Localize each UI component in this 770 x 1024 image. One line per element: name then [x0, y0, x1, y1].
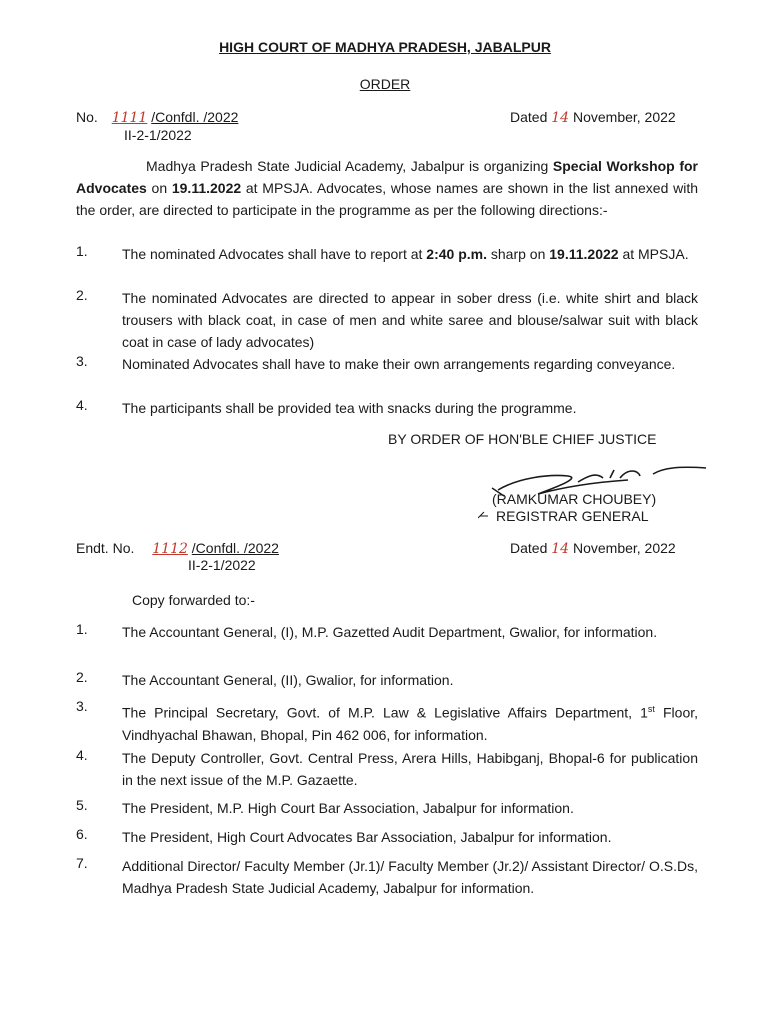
recipient-text: The Accountant General, (II), Gwalior, for information.: [122, 672, 454, 688]
order-file-number: II-2-1/2022: [124, 127, 192, 143]
recipient-item: [76, 855, 698, 921]
direction-number: 4.: [76, 397, 88, 413]
direction-number: 3.: [76, 353, 88, 369]
intro-text-2: on: [146, 180, 172, 196]
direction-item: [76, 243, 698, 287]
recipient-text: The Deputy Controller, Govt. Central Press, Arera Hills, Habibganj, Bhopal-6 for publication in the next issue of the M.P. Gazaette.: [122, 750, 698, 788]
recipient-item: [76, 669, 698, 691]
direction-bold-date: 19.11.2022: [549, 246, 619, 262]
recipient-text-part: Floor, Vindhyachal Bhawan, Bhopal, Pin 462 006, for information.: [122, 704, 699, 743]
direction-text: Nominated Advocates shall have to make their own arrangements regarding conveyance.: [122, 356, 676, 372]
court-heading: HIGH COURT OF MADHYA PRADESH, JABALPUR: [219, 39, 551, 55]
endorsement-number-suffix: /Confdl. /2022: [191, 540, 279, 556]
recipient-text: Additional Director/ Faculty Member (Jr.1)/ Faculty Member (Jr.2)/ Assistant Director/ O.S.Ds, Madhya Pradesh State Judicial Academy, Jabalpur for information.: [122, 858, 698, 896]
direction-text: The participants shall be provided tea with snacks during the programme.: [122, 400, 577, 416]
recipient-number: 6.: [76, 826, 88, 842]
recipient-item: [76, 621, 698, 665]
signatory-name: (RAMKUMAR CHOUBEY): [492, 491, 657, 507]
order-heading: ORDER: [359, 76, 411, 92]
intro-text-1: Madhya Pradesh State Judicial Academy, Jabalpur is organizing: [146, 158, 553, 174]
order-date-day: 14: [551, 110, 570, 126]
order-date: [510, 109, 676, 126]
recipient-number: 4.: [76, 747, 88, 763]
direction-text-part: The nominated Advocates shall have to report at: [122, 246, 427, 262]
recipient-number: 3.: [76, 698, 88, 714]
direction-item: [76, 397, 698, 419]
intro-paragraph: [76, 155, 698, 221]
recipient-number: 7.: [76, 855, 88, 871]
copy-forwarded-label: Copy forwarded to:-: [132, 592, 255, 608]
recipient-text: The President, High Court Advocates Bar Association, Jabalpur for information.: [122, 829, 612, 845]
recipient-text: The Accountant General, (I), M.P. Gazetted Audit Department, Gwalior, for information.: [122, 624, 658, 640]
recipient-superscript: st: [647, 704, 655, 714]
recipient-number: 2.: [76, 669, 88, 685]
order-date-label: Dated: [510, 109, 548, 125]
recipient-text: The President, M.P. High Court Bar Association, Jabalpur for information.: [122, 800, 574, 816]
signatory-title: REGISTRAR GENERAL: [496, 508, 649, 524]
recipient-number: 1.: [76, 621, 88, 637]
intro-bold-date: 19.11.2022: [171, 180, 242, 196]
endorsement-number: [76, 540, 279, 557]
endorsement-date-rest: November, 2022: [572, 540, 676, 556]
intro-bold-workshop: Special Workshop for Advocates: [76, 158, 698, 196]
order-number-suffix: /Confdl. /2022: [151, 109, 239, 125]
by-order-line: BY ORDER OF HON'BLE CHIEF JUSTICE: [388, 431, 657, 447]
order-number: [76, 109, 238, 126]
recipient-item: [76, 826, 698, 848]
direction-text: The nominated Advocates are directed to appear in sober dress (i.e. white shirt and black trousers with black coat, in case of men and white saree and blouse/salwar suit with black coat in case of lady advocates): [122, 290, 698, 350]
endorsement-number-label: Endt. No.: [76, 540, 135, 556]
direction-text-part: sharp on: [487, 246, 550, 262]
endorsement-number-handwritten: 1112: [152, 541, 188, 557]
endorsement-date-day: 14: [551, 541, 570, 557]
recipient-item: [76, 747, 698, 791]
recipient-number: 5.: [76, 797, 88, 813]
direction-bold-time: 2:40 p.m.: [426, 246, 487, 262]
order-number-handwritten: 1111: [111, 110, 148, 126]
direction-number: 1.: [76, 243, 88, 259]
direction-text: [122, 243, 698, 265]
order-number-label: No.: [76, 109, 98, 125]
endorsement-file-number: II-2-1/2022: [188, 557, 256, 573]
direction-text-part: at MPSJA.: [618, 246, 689, 262]
recipient-text-part: The Principal Secretary, Govt. of M.P. Law & Legislative Affairs Department, 1: [122, 704, 648, 721]
recipient-item: [76, 698, 698, 742]
recipient-item: [76, 797, 698, 819]
order-date-rest: November, 2022: [572, 109, 676, 125]
intro-text-3: at MPSJA. Advocates, whose names are shown in the list annexed with the order, are directed to participate in the programme as per the following directions:-: [76, 180, 698, 218]
direction-item: [76, 353, 698, 397]
endorsement-date-label: Dated: [510, 540, 548, 556]
direction-number: 2.: [76, 287, 88, 303]
endorsement-date: [510, 540, 676, 557]
recipient-text: [122, 698, 698, 746]
direction-item: [76, 287, 698, 353]
